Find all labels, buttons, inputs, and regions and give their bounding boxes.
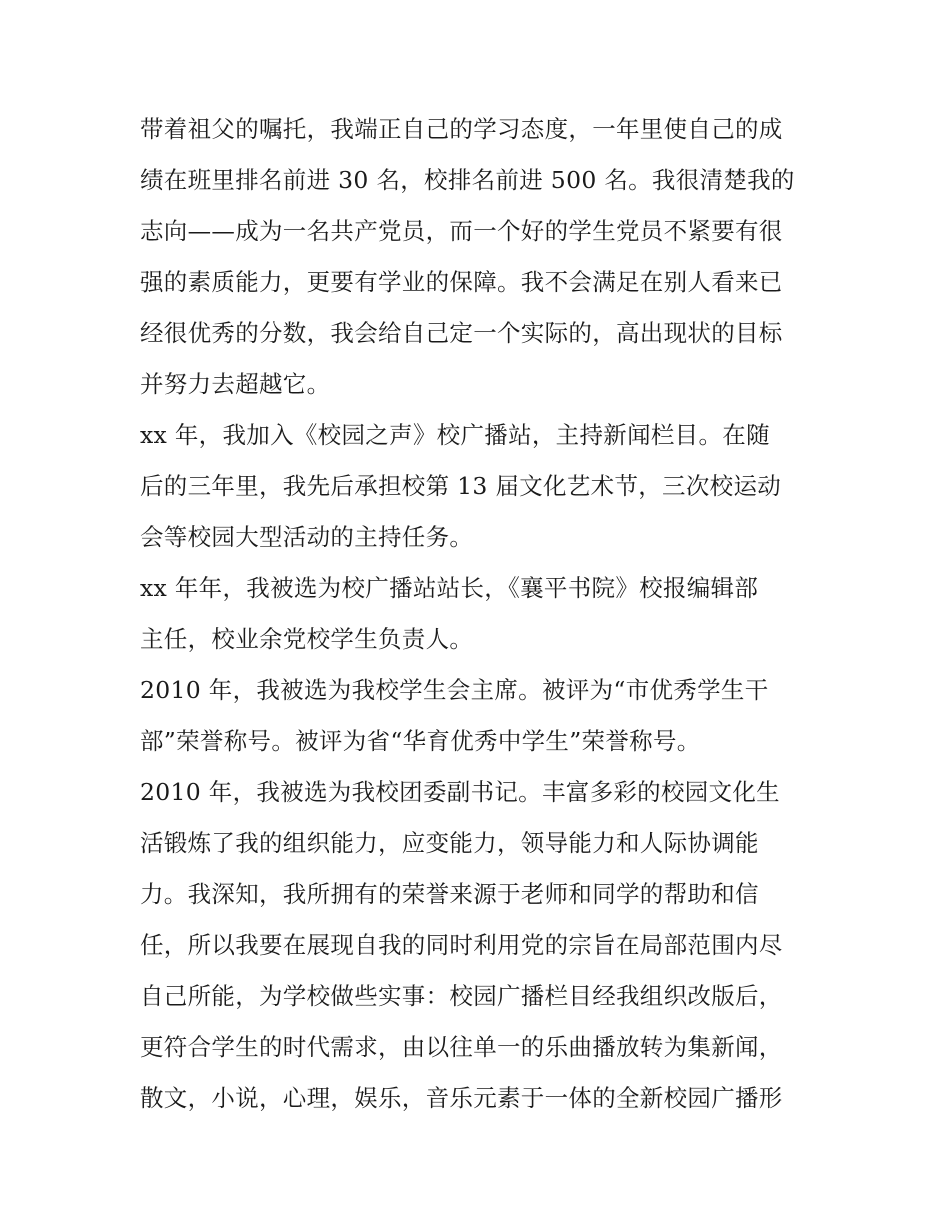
text-line: 力。我深知，我所拥有的荣誉来源于老师和同学的帮助和信 <box>140 880 759 908</box>
text-line: 2010 年，我被选为我校学生会主席。被评为“市优秀学生干 <box>140 676 769 704</box>
text-line: xx 年，我加入《校园之声》校广播站，主持新闻栏目。在随 <box>140 421 770 449</box>
text-line: xx 年年，我被选为校广播站站长，《襄平书院》校报编辑部 <box>140 574 759 602</box>
text-line: 任，所以我要在展现自我的同时利用党的宗旨在局部范围内尽 <box>140 931 783 959</box>
text-line: 经很优秀的分数，我会给自己定一个实际的，高出现状的目标 <box>140 319 783 347</box>
document-body <box>140 104 830 1124</box>
text-line: 活锻炼了我的组织能力，应变能力，领导能力和人际协调能 <box>140 829 759 857</box>
text-line: 散文，小说，心理，娱乐，音乐元素于一体的全新校园广播形 <box>140 1084 783 1112</box>
text-line: 强的素质能力，更要有学业的保障。我不会满足在别人看来已 <box>140 268 783 296</box>
text-line: 后的三年里，我先后承担校第 13 届文化艺术节，三次校运动 <box>140 472 782 500</box>
text-line: 会等校园大型活动的主持任务。 <box>140 523 474 551</box>
text-line: 志向——成为一名共产党员，而一个好的学生党员不紧要有很 <box>140 217 783 245</box>
text-line: 主任，校业余党校学生负责人。 <box>140 625 474 653</box>
text-line: 自己所能，为学校做些实事：校园广播栏目经我组织改版后， <box>140 982 783 1010</box>
text-line: 部”荣誉称号。被评为省“华育优秀中学生”荣誉称号。 <box>140 727 701 755</box>
text-line: 更符合学生的时代需求，由以往单一的乐曲播放转为集新闻， <box>140 1033 783 1061</box>
text-line: 并努力去超越它。 <box>140 370 331 398</box>
text-line: 带着祖父的嘱托，我端正自己的学习态度，一年里使自己的成 <box>140 115 783 143</box>
text-line: 2010 年，我被选为我校团委副书记。丰富多彩的校园文化生 <box>140 778 780 806</box>
text-line: 绩在班里排名前进 30 名，校排名前进 500 名。我很清楚我的 <box>140 166 795 194</box>
